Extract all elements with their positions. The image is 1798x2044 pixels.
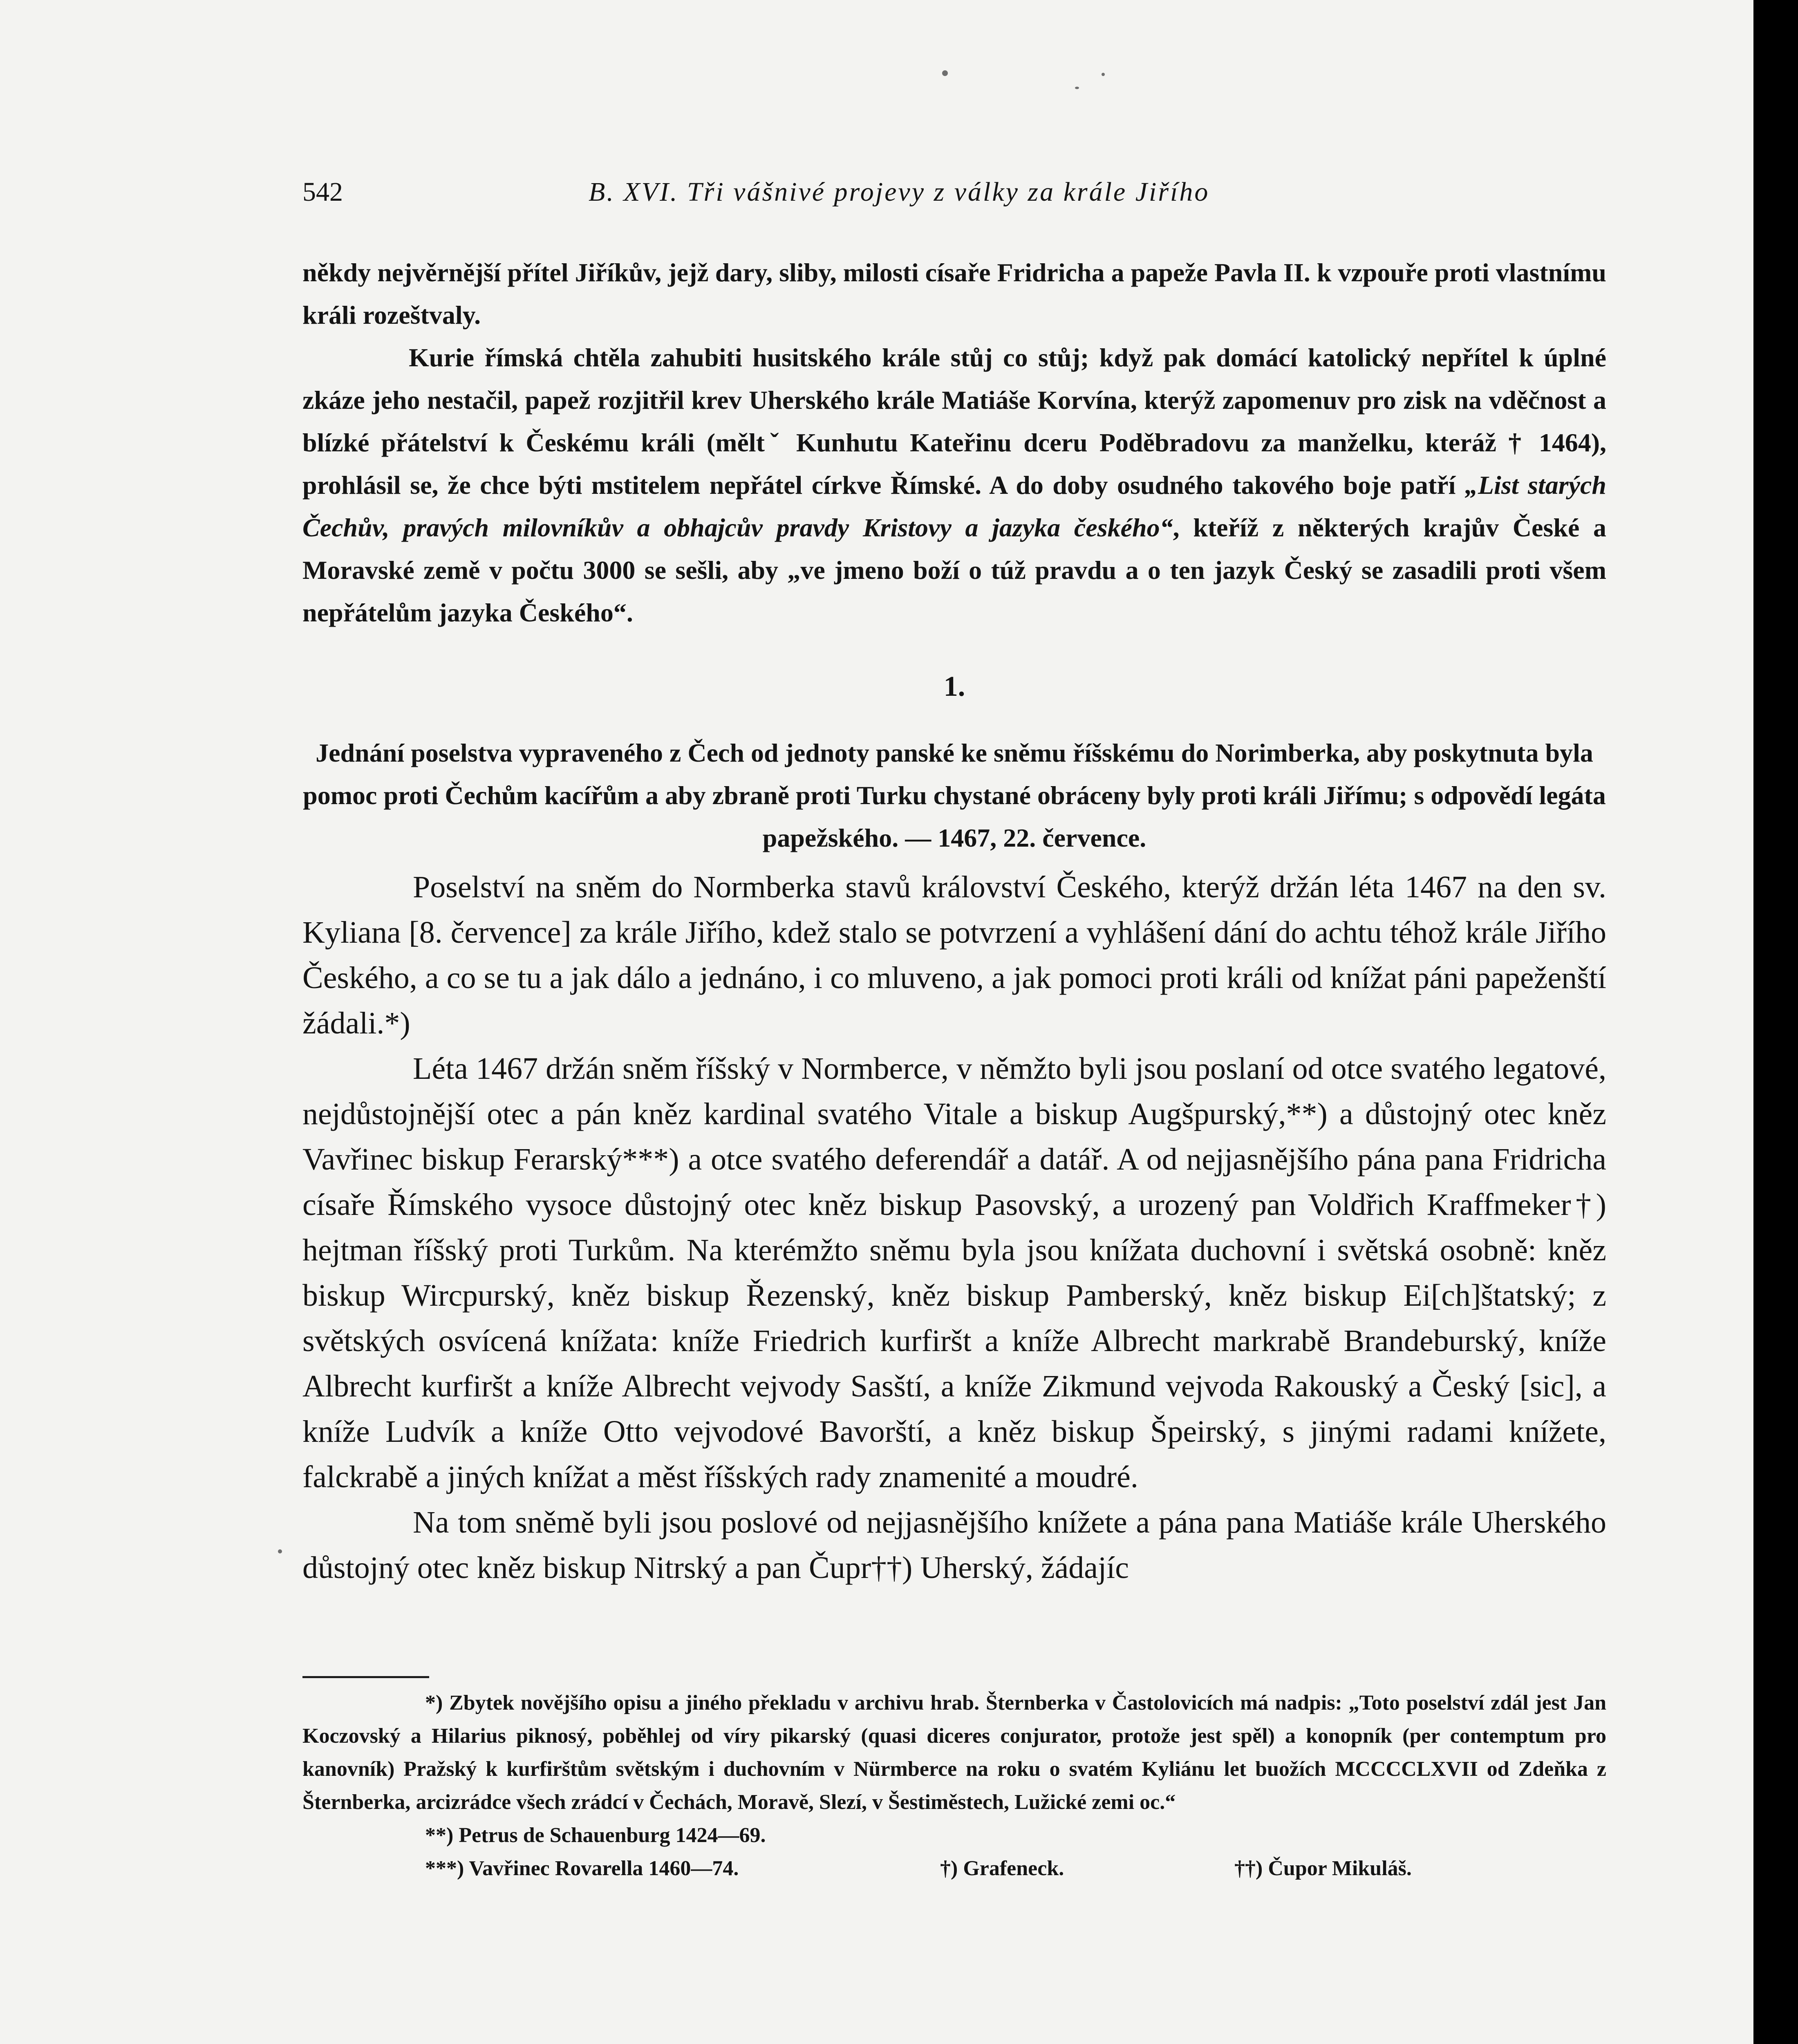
footnote-2: **) Petrus de Schauenburg 1424—69. xyxy=(425,1824,766,1847)
running-title: B. XVI. Tři vášnivé projevy z války za krále Jiřího xyxy=(589,177,1210,207)
main-paragraph-1: Poselství na sněm do Normberka stavů království Českého, kterýž držán léta 1467 na den sv. Kyliana [8. července] za krále Jiřího, kdež stalo se potvrzení a vyhlášení dání do achtu téhož krále Jiřího Českého, a co se tu a jak dálo a jednáno, i co mluveno, a jak pomoci proti králi od knížat páni papeženští žádali.*) xyxy=(302,870,1606,1040)
intro-text xyxy=(302,251,1606,634)
section-number: 1. xyxy=(943,671,965,702)
footnote-1: *) Zbytek novějšího opisu a jiného překladu v archivu hrab. Šternberka v Častolovicích má nadpis: „Toto poselství zdál jest Jan Koczovský a Hilarius piknosý, poběhlej od víry pikarský (quasi diceres conjurator, protože jest spěl) a konopník (per contemptum pro kanovník) Pražský k kurfirštům světským i duchovním v Nürmberce na roku o svatém Kyliánu let buožích MCCCCLXVII od Zdeňka z Šternberka, arcizrádce všech zrádcí v Čechách, Moravě, Slezí, v Šestiměstech, Lužické zemi oc.“ xyxy=(302,1691,1606,1814)
footnote-3: ***) Vavřinec Rovarella 1460—74. xyxy=(425,1857,739,1880)
main-paragraph-3: Na tom sněmě byli jsou poslové od nejjasnějšího knížete a pána pana Matiáše krále Uherského důstojný otec kněz biskup Nitrský a pan Čupr††) Uherský, žádajíc xyxy=(302,1505,1606,1585)
footnote-rule xyxy=(302,1676,429,1678)
intro-p2-start: Kurie římská chtěla zahubiti husitského krále stůj co stůj; když pak domácí katolický nepřítel k úplné zkáze jeho nestačil, papež rozjitřil krev Uherského krále Matiáše Korvína, kterýž zapomenuv pro zisk na vděčnost a blízké přátelství k Českému králi (měltˇ Kunhutu Kateřinu dceru Poděbradovu za manželku, kteráž † 1464), prohlásil se, že chce býti mstitelem nepřátel církve Římské. A do doby osudného takového boje patří xyxy=(302,343,1606,500)
scan-speck xyxy=(942,70,948,76)
intro-paragraph-1: někdy nejvěrnější přítel Jiříkův, jejž dary, sliby, milosti císaře Fridricha a papeže Pavla II. k vzpouře proti vlastnímu králi rozeštvaly. xyxy=(302,258,1606,329)
footnote-5: ††) Čupor Mikuláš. xyxy=(1234,1857,1412,1880)
footnote-row-3 xyxy=(302,1852,1606,1885)
footnote-4: †) Grafeneck. xyxy=(940,1857,1064,1880)
section-regest: Jednání poselstva vypraveného z Čech od jednoty panské ke sněmu říšskému do Norimberka, aby poskytnuta byla pomoc proti Čechům kacířům a aby zbraně proti Turku chystané obráceny byly proti králi Jiřímu; s odpovědí legáta papežského. — 1467, 22. července. xyxy=(303,738,1606,852)
footnotes xyxy=(302,1686,1606,1885)
main-paragraph-2: Léta 1467 držán sněm říšský v Normberce, v němžto byli jsou poslaní od otce svatého legatové, nejdůstojnější otec a pán kněz kardinal svatého Vitale a biskup Augšpurský,**) a důstojný otec kněz Vavřinec biskup Ferarský***) a otce svatého deferendář a datář. A od nejjasnějšího pána pana Fridricha císaře Římského vysoce důstojný otec kněz biskup Pasovský, a urozený pan Voldřich Kraffmeker†) hejtman říšský proti Turkům. Na kterémžto sněmu byla jsou knížata duchovní i světská osobně: kněz biskup Wircpurský, kněz biskup Řezenský, kněz biskup Pamberský, kněz biskup Ei[ch]štatský; z světských osvícená knížata: kníže Friedrich kurfiršt a kníže Albrecht markrabě Brandeburský, kníže Albrecht kurfiršt a kníže Albrecht vejvody Sasští, a kníže Zikmund vejvoda Rakouský a Český [sic], a kníže Ludvík a kníže Otto vejvodové Bavorští, a kněz biskup Špeirský, s jinými radami knížete, falckrabě a jiných knížat a měst říšských rady znamenité a moudré. xyxy=(302,1051,1606,1494)
scan-speck xyxy=(1102,73,1105,76)
intro-p2-end: , kteříž z některých krajův České a Moravské země v počtu 3000 se sešli, aby „ve jmeno boží o túž pravdu a o ten jazyk Český se zasadili proti všem nepřátelům jazyka Českého“. xyxy=(302,513,1607,627)
intro-paragraph-2 xyxy=(302,336,1606,634)
page-number: 542 xyxy=(302,177,343,207)
scan-speck xyxy=(1075,87,1079,89)
scan-speck xyxy=(278,1549,282,1553)
main-text xyxy=(302,865,1606,1591)
footnote-row-2 xyxy=(302,1819,1606,1852)
running-head xyxy=(302,177,1606,217)
letter-title-italic: „List starých Čechův, pravých milovníkův a obhajcův pravdy Kristovy a jazyka českého“ xyxy=(302,471,1607,542)
